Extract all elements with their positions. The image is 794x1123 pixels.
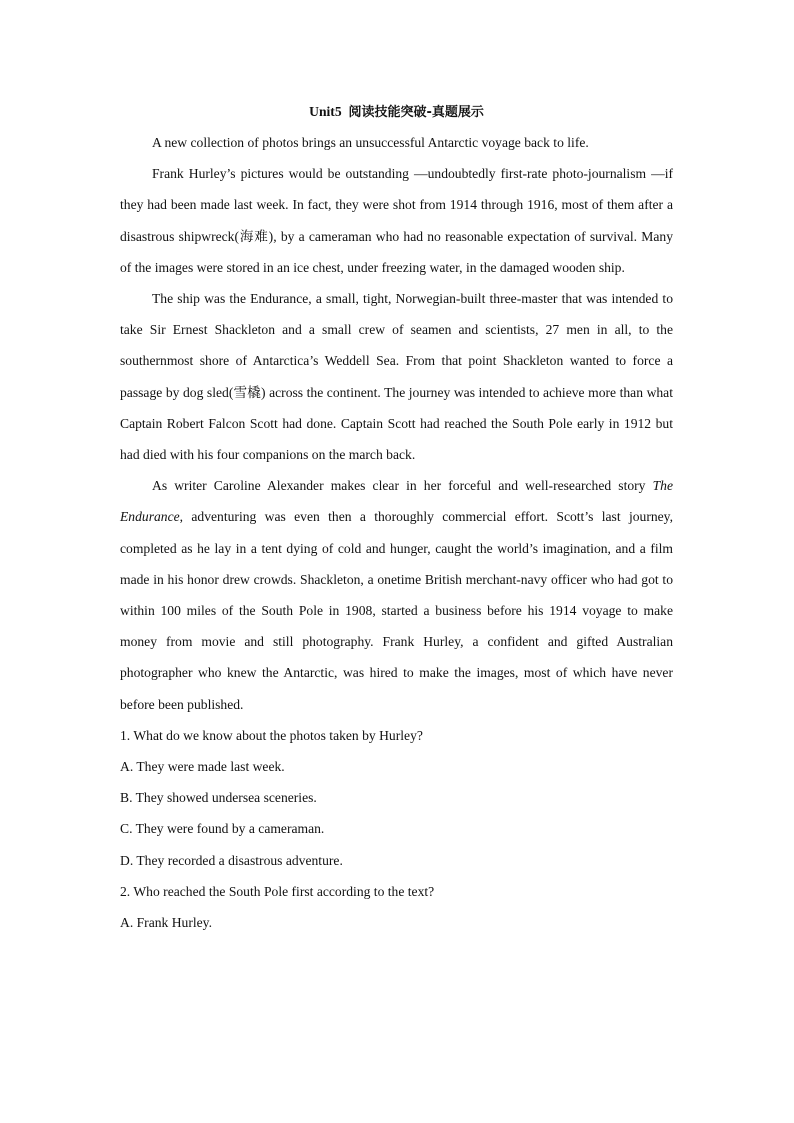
paragraph-2: Frank Hurley’s pictures would be outstanding —undoubtedly first-rate photo-journalism —if they had been made last week. In fact, they were shot from 1914 through 1916, most of them after a disastrous shipwreck(海难), by a cameraman who had no reasonable expectation of survival. Many of the images were stored in an ice chest, under freezing water, in the damaged wooden ship.	[120, 166, 673, 275]
title-unit: Unit5	[309, 104, 342, 119]
document-page	[120, 96, 673, 938]
paragraph-4-after: , adventuring was even then a thoroughly commercial effort. Scott’s last journey, completed as he lay in a tent dying of cold and hunger, caught the world’s imagination, and a film made in his honor drew crowds. Shackleton, a onetime British merchant-navy officer who had got to within 100 miles of the South Pole in 1908, started a business before his 1914 voyage to make money from movie and still photography. Frank Hurley, a confident and gifted Australian photographer who knew the Antarctic, was hired to make the images, most of which have never before been published.	[120, 509, 673, 712]
question-1-option-d: D. They recorded a disastrous adventure.	[120, 852, 343, 868]
question-1-option-c: C. They were found by a cameraman.	[120, 821, 325, 837]
question-2: 2. Who reached the South Pole first according to the text?	[120, 883, 435, 899]
paragraph-1: A new collection of photos brings an unsuccessful Antarctic voyage back to life.	[152, 135, 589, 150]
question-1-option-a: A. They were made last week.	[120, 759, 285, 775]
question-1-option-b: B. They showed undersea sceneries.	[120, 790, 317, 806]
paragraph-3: The ship was the Endurance, a small, tight, Norwegian-built three-master that was intended to take Sir Ernest Shackleton and a small crew of seamen and scientists, 27 men in all, to the southernmost shore of Antarctica’s Weddell Sea. From that point Shackleton wanted to force a passage by dog sled(雪橇) across the continent. The journey was intended to achieve more than what Captain Robert Falcon Scott had done. Captain Scott had reached the South Pole early in 1912 but had died with his four companions on the march back.	[120, 291, 673, 463]
document-title	[120, 96, 673, 127]
question-1: 1. What do we know about the photos taken by Hurley?	[120, 727, 423, 743]
paragraph-4	[120, 470, 673, 720]
title-chinese: 阅读技能突破-真题展示	[348, 105, 484, 120]
paragraph-4-before: As writer Caroline Alexander makes clear in her forceful and well-researched story	[152, 478, 653, 494]
book-title: The Endurance	[120, 478, 673, 525]
question-2-option-a: A. Frank Hurley.	[120, 915, 212, 931]
